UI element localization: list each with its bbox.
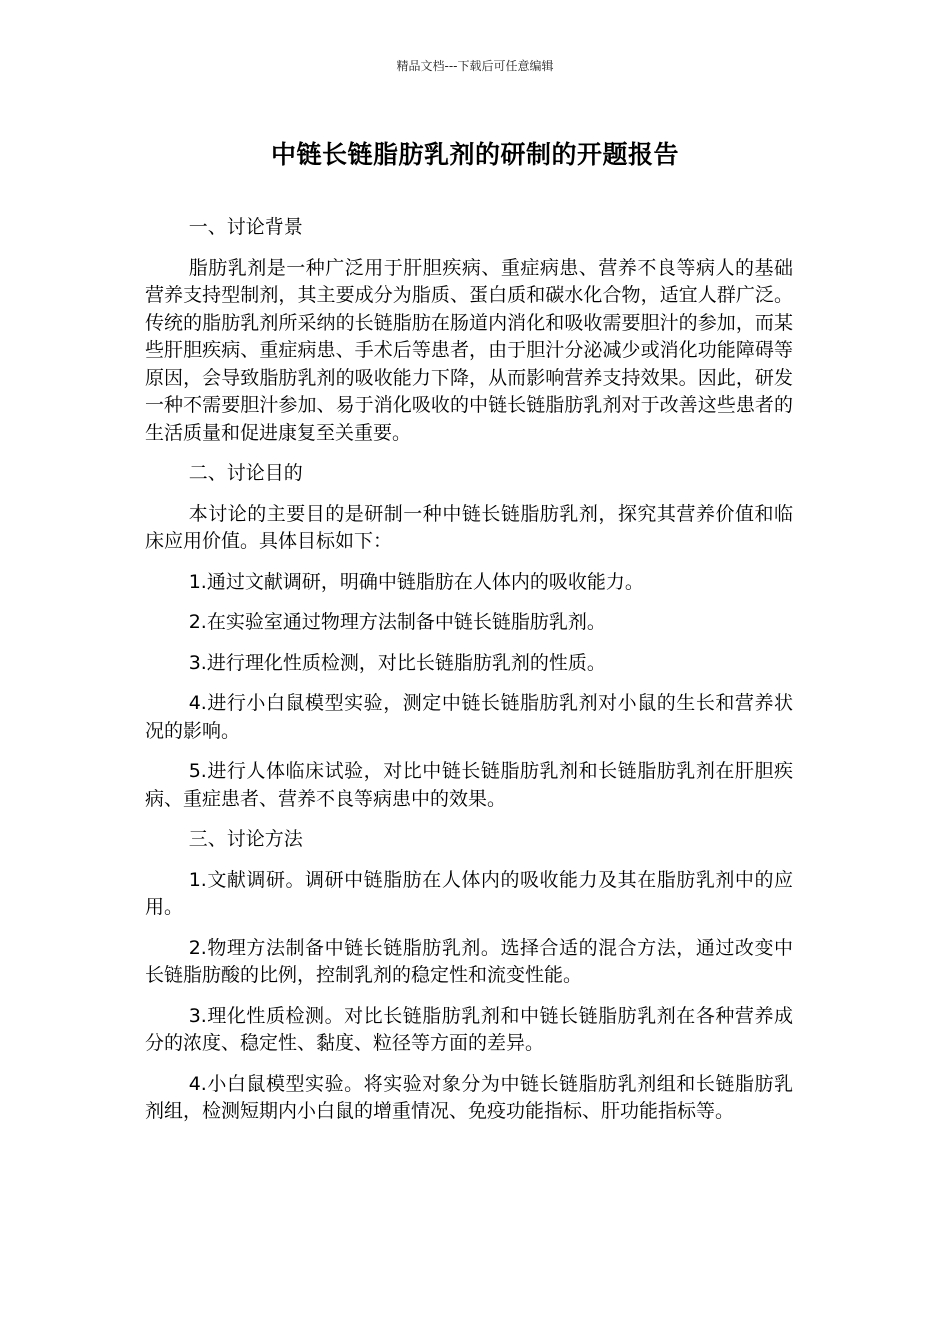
method-item: 4.小白鼠模型实验。将实验对象分为中链长链脂肪乳剂组和长链脂肪乳剂组，检测短期内小白鼠的增重情况、免疫功能指标、肝功能指标等。	[145, 1072, 793, 1122]
purpose-item: 5.进行人体临床试验，对比中链长链脂肪乳剂和长链脂肪乳剂在肝胆疾病、重症患者、营养不良等病患中的效果。	[145, 760, 793, 810]
method-item: 3.理化性质检测。对比长链脂肪乳剂和中链长链脂肪乳剂在各种营养成分的浓度、稳定性、黏度、粒径等方面的差异。	[145, 1004, 793, 1054]
purpose-item: 3.进行理化性质检测，对比长链脂肪乳剂的性质。	[188, 651, 606, 674]
page-header: 精品文档---下载后可任意编辑	[396, 59, 554, 73]
section-heading-purpose: 二、讨论目的	[188, 462, 303, 484]
section-heading-background: 一、讨论背景	[188, 216, 303, 238]
purpose-item: 1.通过文献调研，明确中链脂肪在人体内的吸收能力。	[188, 570, 644, 593]
paragraph-purpose: 本讨论的主要目的是研制一种中链长链脂肪乳剂，探究其营养价值和临床应用价值。具体目标如下：	[145, 502, 793, 552]
method-item: 1.文献调研。调研中链脂肪在人体内的吸收能力及其在脂肪乳剂中的应用。	[145, 868, 793, 918]
document-body	[145, 214, 793, 1139]
purpose-item: 4.进行小白鼠模型实验，测定中链长链脂肪乳剂对小鼠的生长和营养状况的影响。	[145, 692, 793, 742]
paragraph-background: 脂肪乳剂是一种广泛用于肝胆疾病、重症病患、营养不良等病人的基础营养支持型制剂，其主要成分为脂质、蛋白质和碳水化合物，适宜人群广泛。传统的脂肪乳剂所采纳的长链脂肪在肠道内消化和吸收需要胆汁的参加，而某些肝胆疾病、重症病患、手术后等患者，由于胆汁分泌减少或消化功能障碍等原因，会导致脂肪乳剂的吸收能力下降，从而影响营养支持效果。因此，研发一种不需要胆汁参加、易于消化吸收的中链长链脂肪乳剂对于改善这些患者的生活质量和促进康复至关重要。	[145, 256, 793, 444]
section-heading-methods: 三、讨论方法	[188, 828, 303, 850]
method-item: 2.物理方法制备中链长链脂肪乳剂。选择合适的混合方法，通过改变中长链脂肪酸的比例，控制乳剂的稳定性和流变性能。	[145, 936, 793, 986]
purpose-item: 2.在实验室通过物理方法制备中链长链脂肪乳剂。	[188, 611, 606, 633]
document-title: 中链长链脂肪乳剂的研制的开题报告	[270, 140, 679, 169]
